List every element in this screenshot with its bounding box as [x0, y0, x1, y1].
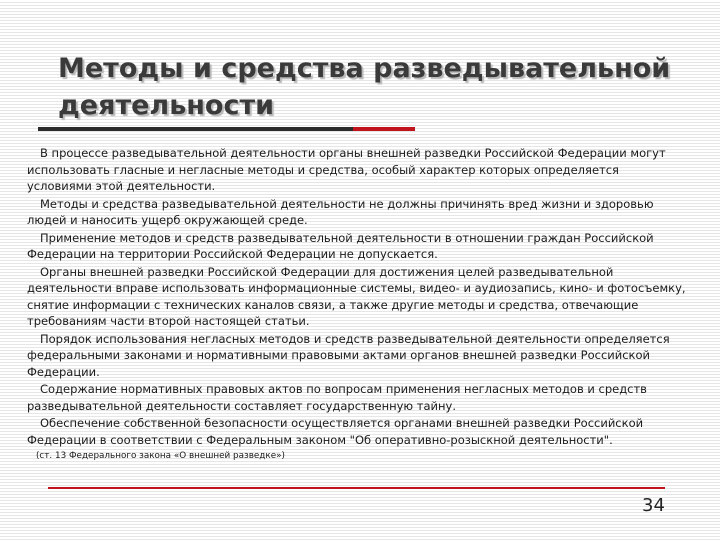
- paragraph-4: Органы внешней разведки Российской Федерации для достижения целей разведывательной деятельности вправе использовать информационные системы, видео- и аудиозапись, кино- и фотосъемку, снятие информации с технических каналов связи, а также другие методы и средства, отвечающие требованиям части второй настоящей статьи.: [27, 264, 686, 328]
- title-underline: [38, 127, 415, 131]
- slide-title: Методы и средства разведывательной деятельности: [58, 53, 671, 121]
- title-underline-accent: [353, 127, 415, 131]
- law-citation: (ст. 13 Федерального закона «О внешней разведке»): [36, 451, 285, 461]
- footer-divider: [48, 487, 665, 489]
- paragraph-1: В процессе разведывательной деятельности органы внешней разведки Российской Федерации могут использовать гласные и негласные методы и средства, особый характер которых определяется условиями этой деятельности.: [27, 146, 666, 193]
- slide-body: [27, 145, 687, 463]
- paragraph-6: Содержание нормативных правовых актов по вопросам применения негласных методов и средств разведывательной деятельности составляет государственную тайну.: [27, 382, 647, 413]
- paragraph-3: Применение методов и средств разведывательной деятельности в отношении граждан Российской Федерации на территории Российской Федерации не допускается.: [27, 230, 654, 261]
- paragraph-2: Методы и средства разведывательной деятельности не должны причинять вред жизни и здоровью людей и наносить ущерб окружающей среде.: [27, 196, 654, 227]
- page-number: 34: [642, 495, 665, 516]
- paragraph-7: Обеспечение собственной безопасности осуществляется органами внешней разведки Российской Федерации в соответствии с Федеральным законом "Об оперативно-розыскной деятельности".: [27, 416, 644, 447]
- paragraph-5: Порядок использования негласных методов и средств разведывательной деятельности определяется федеральными законами и нормативными правовыми актами органов внешней разведки Российской Федерации.: [27, 331, 670, 379]
